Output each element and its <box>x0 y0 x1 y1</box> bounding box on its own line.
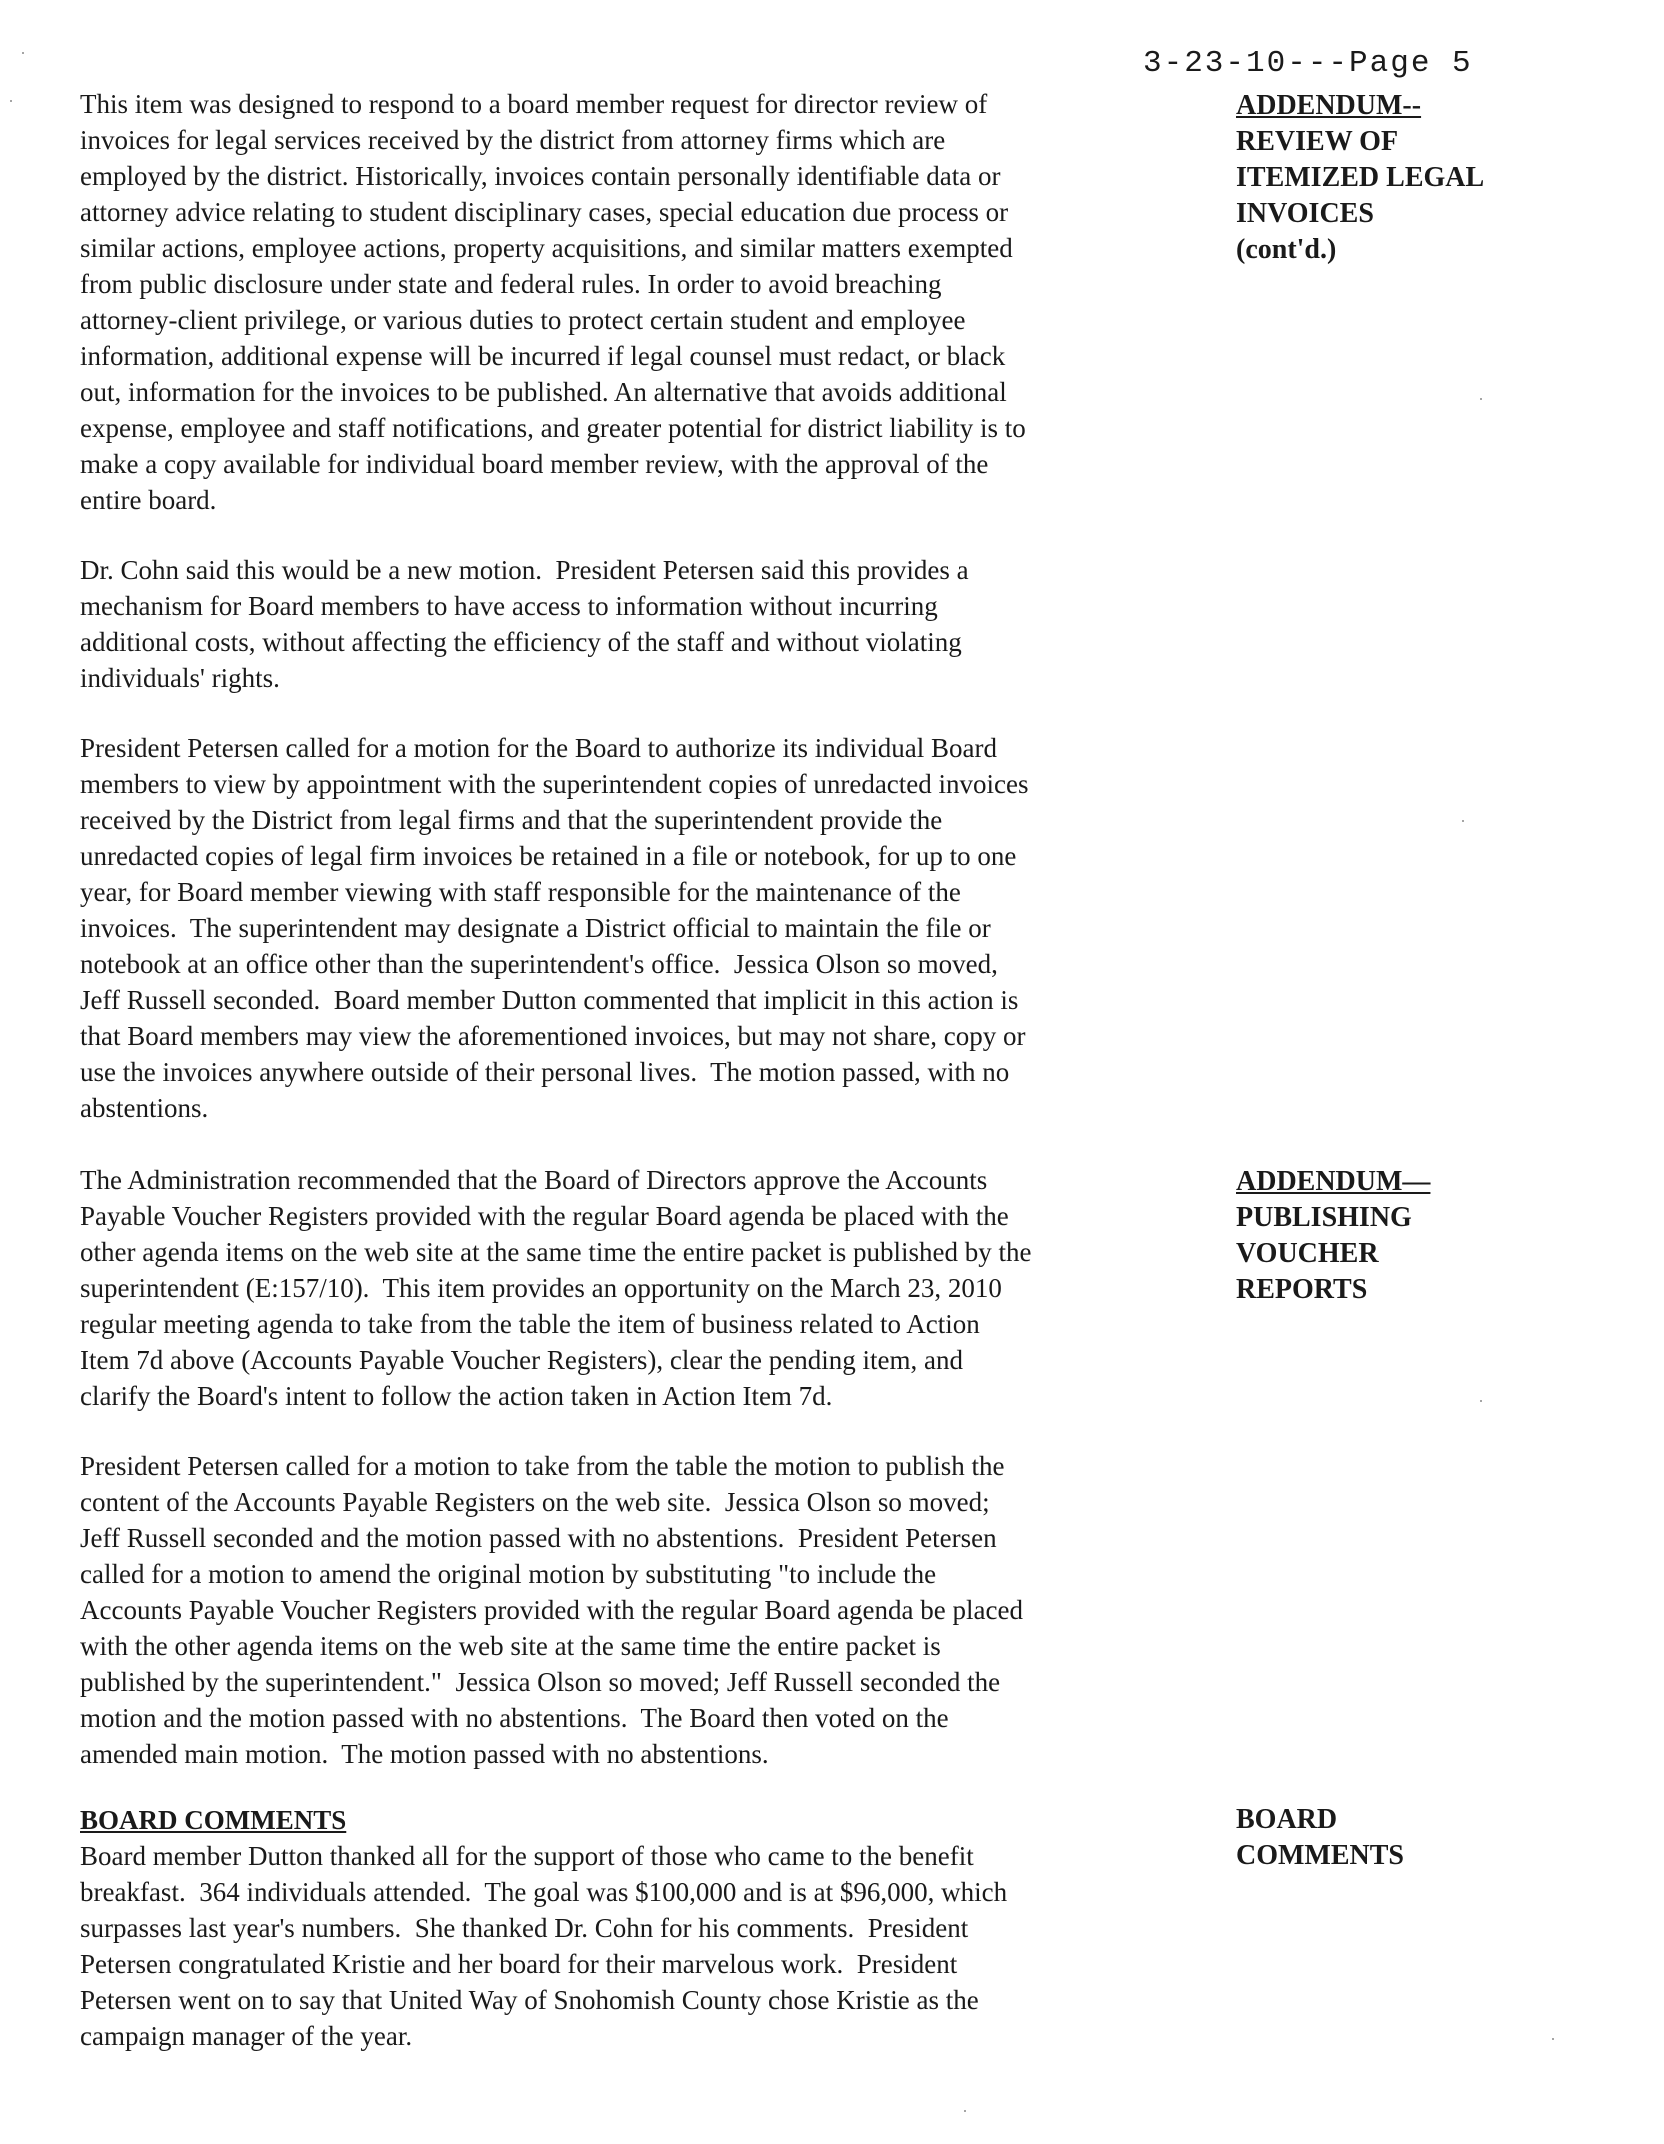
side-heading-line: ITEMIZED LEGAL <box>1236 162 1485 193</box>
paragraph-voucher-recommendation <box>80 1162 1170 1414</box>
text-line: content of the Accounts Payable Registers on the web site. Jessica Olson so moved; <box>80 1487 990 1517</box>
side-heading-line: VOUCHER <box>1236 1238 1379 1269</box>
text-line: Accounts Payable Voucher Registers provided with the regular Board agenda be placed <box>80 1595 1023 1625</box>
text-line: make a copy available for individual board member review, with the approval of the <box>80 449 989 479</box>
text-line: attorney advice relating to student disciplinary cases, special education due process or <box>80 197 1009 227</box>
scan-speck <box>964 2110 966 2112</box>
side-heading-board-comments <box>1236 1802 1404 1874</box>
scan-speck <box>1552 2038 1554 2040</box>
text-line: published by the superintendent." Jessica Olson so moved; Jeff Russell seconded the <box>80 1667 1001 1697</box>
paragraph-motion-publish-registers <box>80 1448 1170 1772</box>
text-line: President Petersen called for a motion to take from the table the motion to publish the <box>80 1451 1005 1481</box>
side-heading-line: PUBLISHING <box>1236 1202 1412 1233</box>
text-line: year, for Board member viewing with staff responsible for the maintenance of the <box>80 877 961 907</box>
text-line: out, information for the invoices to be published. An alternative that avoids additional <box>80 377 1007 407</box>
side-heading-line: COMMENTS <box>1236 1840 1404 1871</box>
text-line: Jeff Russell seconded and the motion passed with no abstentions. President Petersen <box>80 1523 997 1553</box>
text-line: called for a motion to amend the original motion by substituting "to include the <box>80 1559 937 1589</box>
text-line: received by the District from legal firms and that the superintendent provide the <box>80 805 943 835</box>
text-line: This item was designed to respond to a board member request for director review of <box>80 89 988 119</box>
side-heading-line: (cont'd.) <box>1236 234 1337 265</box>
scan-speck <box>1480 398 1482 400</box>
scan-speck <box>1480 1400 1482 1402</box>
text-line: The Administration recommended that the Board of Directors approve the Accounts <box>80 1165 988 1195</box>
text-line: with the other agenda items on the web site at the same time the entire packet is <box>80 1631 941 1661</box>
board-comments-section <box>80 1802 1170 2054</box>
text-line: unredacted copies of legal firm invoices be retained in a file or notebook, for up to one <box>80 841 1017 871</box>
side-heading-line: INVOICES <box>1236 198 1374 229</box>
side-heading-line: BOARD <box>1236 1804 1338 1835</box>
text-line: mechanism for Board members to have access to information without incurring <box>80 591 938 621</box>
text-line: other agenda items on the web site at the same time the entire packet is published by the <box>80 1237 1032 1267</box>
side-heading-review-legal-invoices <box>1236 88 1484 268</box>
scan-speck <box>1462 820 1464 822</box>
paragraph-motion-unredacted-invoices <box>80 730 1170 1126</box>
text-line: campaign manager of the year. <box>80 2021 413 2051</box>
text-line: abstentions. <box>80 1093 209 1123</box>
text-line: attorney-client privilege, or various duties to protect certain student and employee <box>80 305 966 335</box>
text-line: amended main motion. The motion passed with no abstentions. <box>80 1739 769 1769</box>
text-line: that Board members may view the aforementioned invoices, but may not share, copy or <box>80 1021 1026 1051</box>
text-line: use the invoices anywhere outside of their personal lives. The motion passed, with no <box>80 1057 1010 1087</box>
text-line: Jeff Russell seconded. Board member Dutton commented that implicit in this action is <box>80 985 1019 1015</box>
text-line: invoices for legal services received by the district from attorney firms which are <box>80 125 946 155</box>
text-line: similar actions, employee actions, property acquisitions, and similar matters exempted <box>80 233 1013 263</box>
text-line: members to view by appointment with the superintendent copies of unredacted invoices <box>80 769 1029 799</box>
text-line: additional costs, without affecting the efficiency of the staff and without violating <box>80 627 962 657</box>
text-line: Petersen went on to say that United Way of Snohomish County chose Kristie as the <box>80 1985 979 2015</box>
side-heading-line: ADDENDUM— <box>1236 1166 1431 1197</box>
text-line: Payable Voucher Registers provided with the regular Board agenda be placed with the <box>80 1201 1009 1231</box>
text-line: entire board. <box>80 485 217 515</box>
side-heading-line: REVIEW OF <box>1236 126 1399 157</box>
text-line: individuals' rights. <box>80 663 280 693</box>
text-line: regular meeting agenda to take from the table the item of business related to Action <box>80 1309 980 1339</box>
text-line: clarify the Board's intent to follow the action taken in Action Item 7d. <box>80 1381 833 1411</box>
side-heading-line: REPORTS <box>1236 1274 1368 1305</box>
side-heading-publishing-voucher-reports <box>1236 1164 1430 1308</box>
text-line: surpasses last year's numbers. She thanked Dr. Cohn for his comments. President <box>80 1913 969 1943</box>
side-heading-line: ADDENDUM-- <box>1236 90 1422 121</box>
text-line: motion and the motion passed with no abstentions. The Board then voted on the <box>80 1703 949 1733</box>
page-header: 3-23-10---Page 5 <box>1143 46 1473 81</box>
text-line: information, additional expense will be incurred if legal counsel must redact, or black <box>80 341 1006 371</box>
board-comments-body <box>80 1838 1170 2054</box>
paragraph-cohn-new-motion <box>80 552 1170 696</box>
text-line: Board member Dutton thanked all for the support of those who came to the benefit <box>80 1841 974 1871</box>
text-line: employed by the district. Historically, invoices contain personally identifiable data or <box>80 161 1001 191</box>
text-line: expense, employee and staff notifications, and greater potential for district liability is to <box>80 413 1026 443</box>
text-line: Petersen congratulated Kristie and her board for their marvelous work. President <box>80 1949 958 1979</box>
text-line: Dr. Cohn said this would be a new motion. President Petersen said this provides a <box>80 555 969 585</box>
text-line: invoices. The superintendent may designate a District official to maintain the file or <box>80 913 991 943</box>
text-line: Item 7d above (Accounts Payable Voucher Registers), clear the pending item, and <box>80 1345 963 1375</box>
scan-speck <box>22 52 24 54</box>
text-line: notebook at an office other than the superintendent's office. Jessica Olson so moved, <box>80 949 998 979</box>
text-line: superintendent (E:157/10). This item provides an opportunity on the March 23, 2010 <box>80 1273 1002 1303</box>
text-line: President Petersen called for a motion for the Board to authorize its individual Board <box>80 733 998 763</box>
scan-speck <box>10 100 12 102</box>
paragraph-legal-invoices-item <box>80 86 1170 518</box>
text-line: from public disclosure under state and federal rules. In order to avoid breaching <box>80 269 942 299</box>
text-line: breakfast. 364 individuals attended. The goal was $100,000 and is at $96,000, which <box>80 1877 1008 1907</box>
board-comments-heading: BOARD COMMENTS <box>80 1805 347 1835</box>
